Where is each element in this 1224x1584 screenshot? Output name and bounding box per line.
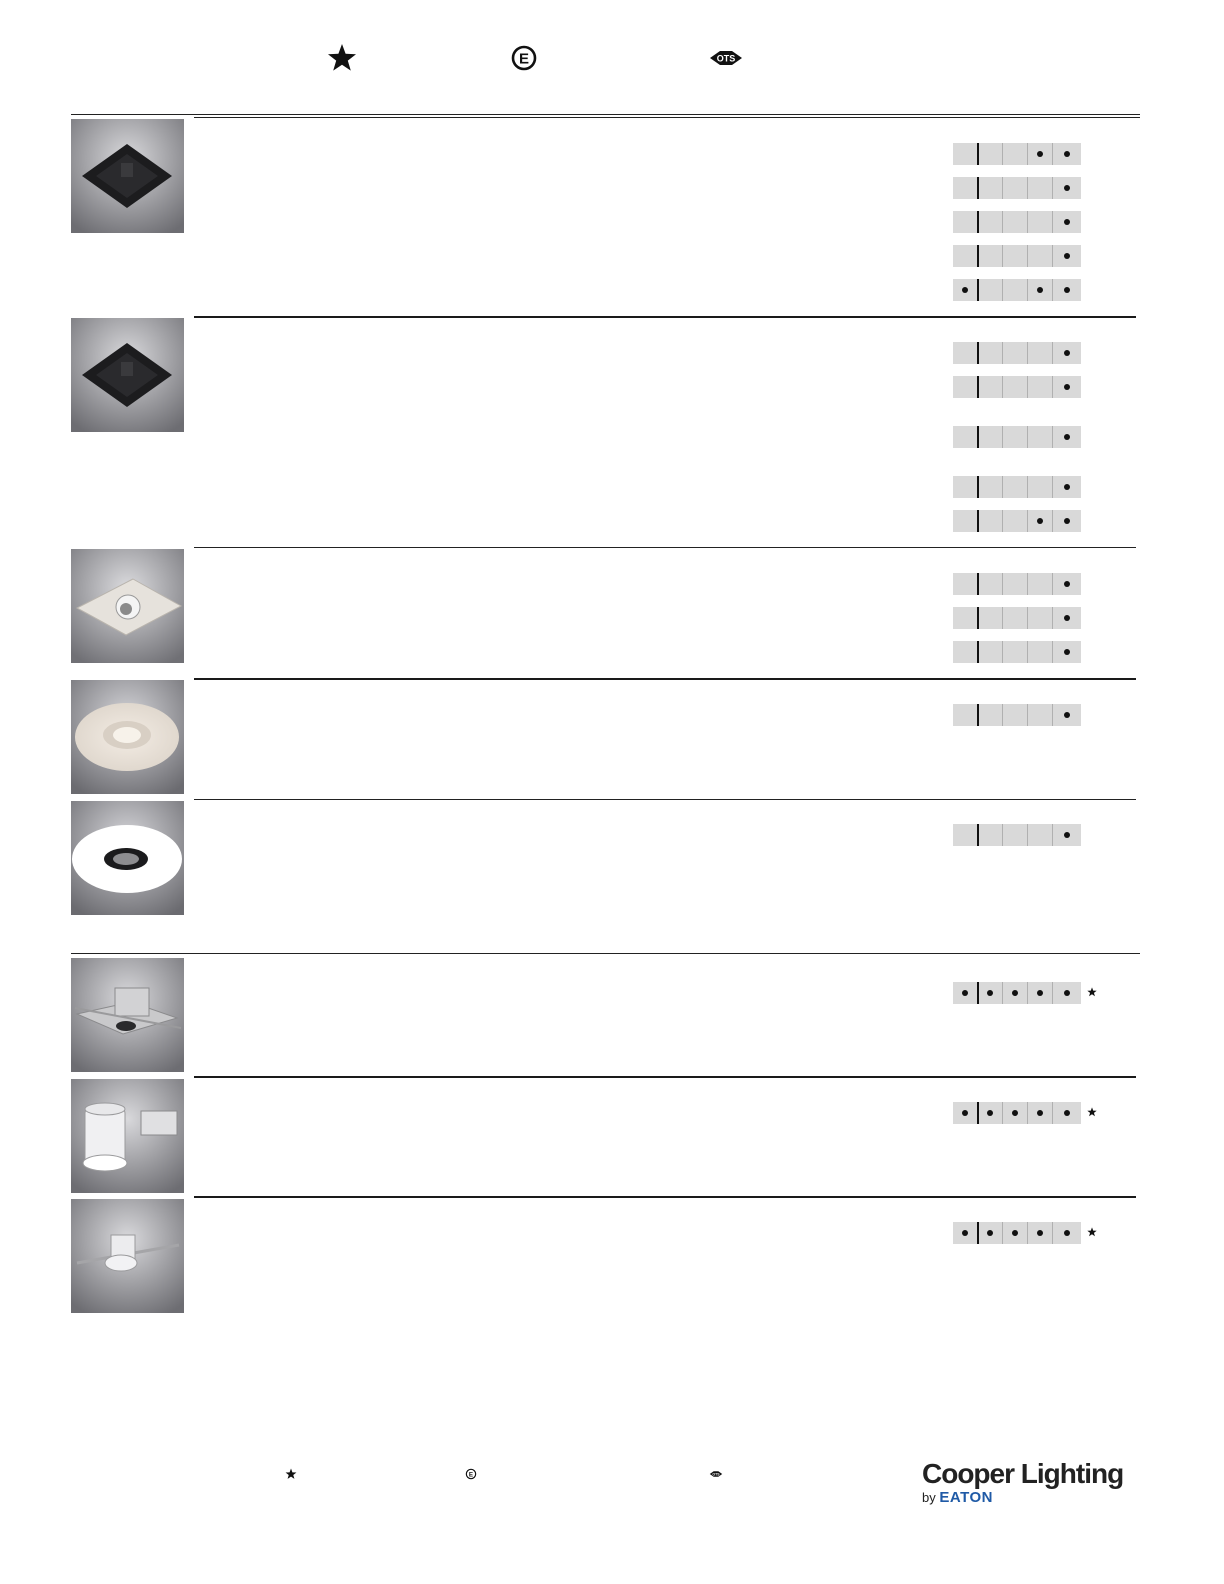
bullet-dot-icon bbox=[962, 1230, 968, 1236]
spec-cell bbox=[953, 342, 978, 364]
bullet-dot-icon bbox=[987, 1110, 993, 1116]
spec-cell bbox=[1053, 982, 1081, 1004]
spec-cell bbox=[953, 1222, 978, 1244]
spec-cell bbox=[1003, 704, 1028, 726]
spec-cell bbox=[1028, 824, 1053, 846]
bullet-dot-icon bbox=[1064, 832, 1070, 838]
spec-cell bbox=[1053, 704, 1081, 726]
product-image-black-square-trim bbox=[71, 119, 184, 233]
bullet-dot-icon bbox=[1037, 1110, 1043, 1116]
spec-cell bbox=[978, 824, 1003, 846]
spec-cell bbox=[1028, 279, 1053, 301]
svg-text:E: E bbox=[468, 1471, 474, 1479]
spec-cell bbox=[953, 824, 978, 846]
spec-cell bbox=[953, 177, 978, 199]
product-image-white-square-adjustable-trim bbox=[71, 549, 184, 663]
spec-cell bbox=[953, 245, 978, 267]
spec-cell bbox=[1028, 143, 1053, 165]
product-image-remodel-housing bbox=[71, 1079, 184, 1193]
svg-text:E: E bbox=[518, 50, 530, 68]
spec-row bbox=[953, 573, 1081, 595]
spec-cell bbox=[1003, 177, 1028, 199]
spec-cell bbox=[1053, 607, 1081, 629]
spec-row bbox=[953, 177, 1081, 199]
bullet-dot-icon bbox=[1064, 1230, 1070, 1236]
star-icon bbox=[284, 1467, 298, 1481]
bullet-dot-icon bbox=[1064, 990, 1070, 996]
bullet-dot-icon bbox=[1037, 518, 1043, 524]
spec-cell bbox=[978, 426, 1003, 448]
bullet-dot-icon bbox=[962, 990, 968, 996]
spec-cell bbox=[978, 476, 1003, 498]
spec-cell bbox=[1028, 982, 1053, 1004]
bullet-dot-icon bbox=[1012, 1230, 1018, 1236]
spec-cell bbox=[1003, 607, 1028, 629]
product-image-shallow-housing bbox=[71, 1199, 184, 1313]
spec-cell bbox=[953, 1102, 978, 1124]
spec-cell bbox=[953, 510, 978, 532]
spec-row bbox=[953, 1102, 1081, 1124]
spec-cell bbox=[1053, 177, 1081, 199]
spec-cell bbox=[1028, 177, 1053, 199]
bullet-dot-icon bbox=[1064, 384, 1070, 390]
spec-row bbox=[953, 279, 1081, 301]
spec-cell bbox=[978, 245, 1003, 267]
product-divider bbox=[194, 1076, 1136, 1078]
circle-e-icon bbox=[506, 40, 542, 76]
bullet-dot-icon bbox=[1064, 219, 1070, 225]
spec-cell bbox=[953, 573, 978, 595]
bullet-dot-icon bbox=[962, 287, 968, 293]
spec-cell bbox=[1003, 573, 1028, 595]
spec-row bbox=[953, 982, 1081, 1004]
spec-row bbox=[953, 245, 1081, 267]
spec-cell bbox=[953, 982, 978, 1004]
spec-cell bbox=[1053, 641, 1081, 663]
bullet-dot-icon bbox=[1064, 649, 1070, 655]
bullet-dot-icon bbox=[1064, 712, 1070, 718]
bullet-dot-icon bbox=[1064, 185, 1070, 191]
section-rule-top bbox=[71, 114, 1140, 115]
spec-cell bbox=[978, 376, 1003, 398]
spec-cell bbox=[978, 177, 1003, 199]
spec-cell bbox=[953, 641, 978, 663]
spec-cell bbox=[1003, 510, 1028, 532]
bullet-dot-icon bbox=[1012, 990, 1018, 996]
spec-cell bbox=[1003, 1102, 1028, 1124]
star-icon bbox=[1086, 1226, 1098, 1238]
spec-cell bbox=[1003, 641, 1028, 663]
spec-cell bbox=[1028, 704, 1053, 726]
bullet-dot-icon bbox=[1037, 1230, 1043, 1236]
spec-cell bbox=[978, 607, 1003, 629]
product-image-black-square-trim bbox=[71, 318, 184, 432]
spec-row bbox=[953, 476, 1081, 498]
spec-cell bbox=[1028, 1102, 1053, 1124]
spec-cell bbox=[978, 279, 1003, 301]
spec-cell bbox=[1003, 376, 1028, 398]
spec-cell bbox=[1053, 426, 1081, 448]
bullet-dot-icon bbox=[1064, 287, 1070, 293]
spec-cell bbox=[1053, 476, 1081, 498]
bullet-dot-icon bbox=[1064, 350, 1070, 356]
product-image-white-pinhole-trim bbox=[71, 801, 184, 915]
spec-cell bbox=[1028, 573, 1053, 595]
product-divider bbox=[194, 316, 1136, 318]
star-icon bbox=[1086, 1106, 1098, 1118]
spec-cell bbox=[1028, 607, 1053, 629]
section-rule-top-inner bbox=[194, 117, 1140, 118]
spec-cell bbox=[1053, 279, 1081, 301]
spec-cell bbox=[978, 641, 1003, 663]
spec-cell bbox=[1003, 982, 1028, 1004]
bullet-dot-icon bbox=[1012, 1110, 1018, 1116]
bullet-dot-icon bbox=[1064, 615, 1070, 621]
spec-cell bbox=[1028, 426, 1053, 448]
bullet-dot-icon bbox=[1064, 1110, 1070, 1116]
bullet-dot-icon bbox=[987, 1230, 993, 1236]
product-divider bbox=[194, 799, 1136, 800]
spec-cell bbox=[953, 704, 978, 726]
spec-cell bbox=[1028, 510, 1053, 532]
spec-cell bbox=[1028, 245, 1053, 267]
svg-text:OTS: OTS bbox=[712, 1472, 720, 1477]
star-icon bbox=[324, 40, 360, 76]
logo-wordmark: Cooper Lighting bbox=[922, 1458, 1124, 1489]
spec-cell bbox=[978, 704, 1003, 726]
spec-cell bbox=[1053, 342, 1081, 364]
spec-cell bbox=[1003, 426, 1028, 448]
ots-diamond-icon bbox=[708, 40, 744, 76]
logo-by: by bbox=[922, 1490, 936, 1505]
bullet-dot-icon bbox=[1064, 581, 1070, 587]
bullet-dot-icon bbox=[1064, 434, 1070, 440]
spec-cell bbox=[1053, 824, 1081, 846]
spec-cell bbox=[953, 476, 978, 498]
svg-text:OTS: OTS bbox=[716, 53, 736, 64]
product-divider bbox=[194, 547, 1136, 548]
spec-cell bbox=[1028, 342, 1053, 364]
spec-cell bbox=[1003, 143, 1028, 165]
spec-cell bbox=[1003, 279, 1028, 301]
spec-cell bbox=[953, 607, 978, 629]
spec-row bbox=[953, 641, 1081, 663]
logo-byline bbox=[922, 1490, 1123, 1506]
spec-row bbox=[953, 342, 1081, 364]
spec-cell bbox=[978, 510, 1003, 532]
product-divider bbox=[194, 1196, 1136, 1198]
spec-cell bbox=[1053, 376, 1081, 398]
bullet-dot-icon bbox=[987, 990, 993, 996]
bullet-dot-icon bbox=[1064, 151, 1070, 157]
section-rule-housings bbox=[71, 953, 1140, 954]
spec-cell bbox=[953, 279, 978, 301]
eaton-brand: EATON bbox=[939, 1489, 993, 1506]
spec-cell bbox=[1053, 573, 1081, 595]
product-divider bbox=[194, 678, 1136, 680]
spec-cell bbox=[1003, 476, 1028, 498]
spec-cell bbox=[1028, 376, 1053, 398]
product-image-frosted-round-trim bbox=[71, 680, 184, 794]
spec-cell bbox=[1028, 1222, 1053, 1244]
spec-row bbox=[953, 1222, 1081, 1244]
bullet-dot-icon bbox=[1064, 484, 1070, 490]
spec-row bbox=[953, 426, 1081, 448]
spec-cell bbox=[1028, 476, 1053, 498]
spec-cell bbox=[1053, 510, 1081, 532]
spec-cell bbox=[1053, 143, 1081, 165]
spec-cell bbox=[978, 1222, 1003, 1244]
spec-cell bbox=[1053, 1222, 1081, 1244]
spec-cell bbox=[953, 376, 978, 398]
spec-cell bbox=[978, 573, 1003, 595]
circle-e-icon bbox=[464, 1467, 478, 1481]
bullet-dot-icon bbox=[1037, 287, 1043, 293]
spec-cell bbox=[1003, 245, 1028, 267]
bullet-dot-icon bbox=[1037, 990, 1043, 996]
spec-row bbox=[953, 510, 1081, 532]
spec-row bbox=[953, 824, 1081, 846]
cooper-lighting-logo bbox=[922, 1458, 1123, 1506]
spec-cell bbox=[953, 426, 978, 448]
bullet-dot-icon bbox=[1064, 518, 1070, 524]
spec-cell bbox=[1053, 1102, 1081, 1124]
spec-cell bbox=[1003, 1222, 1028, 1244]
spec-cell bbox=[1003, 824, 1028, 846]
spec-cell bbox=[953, 143, 978, 165]
spec-cell bbox=[1053, 211, 1081, 233]
spec-cell bbox=[978, 1102, 1003, 1124]
product-image-new-construction-housing bbox=[71, 958, 184, 1072]
bullet-dot-icon bbox=[962, 1110, 968, 1116]
spec-row bbox=[953, 143, 1081, 165]
spec-row bbox=[953, 376, 1081, 398]
spec-row bbox=[953, 704, 1081, 726]
bullet-dot-icon bbox=[1064, 253, 1070, 259]
spec-cell bbox=[1053, 245, 1081, 267]
ots-diamond-icon bbox=[709, 1467, 723, 1481]
bullet-dot-icon bbox=[1037, 151, 1043, 157]
spec-cell bbox=[978, 982, 1003, 1004]
spec-cell bbox=[953, 211, 978, 233]
spec-row bbox=[953, 607, 1081, 629]
spec-cell bbox=[978, 342, 1003, 364]
spec-row bbox=[953, 211, 1081, 233]
star-icon bbox=[1086, 986, 1098, 998]
spec-cell bbox=[978, 211, 1003, 233]
spec-cell bbox=[1003, 211, 1028, 233]
spec-cell bbox=[1003, 342, 1028, 364]
spec-cell bbox=[1028, 641, 1053, 663]
spec-cell bbox=[1028, 211, 1053, 233]
spec-cell bbox=[978, 143, 1003, 165]
